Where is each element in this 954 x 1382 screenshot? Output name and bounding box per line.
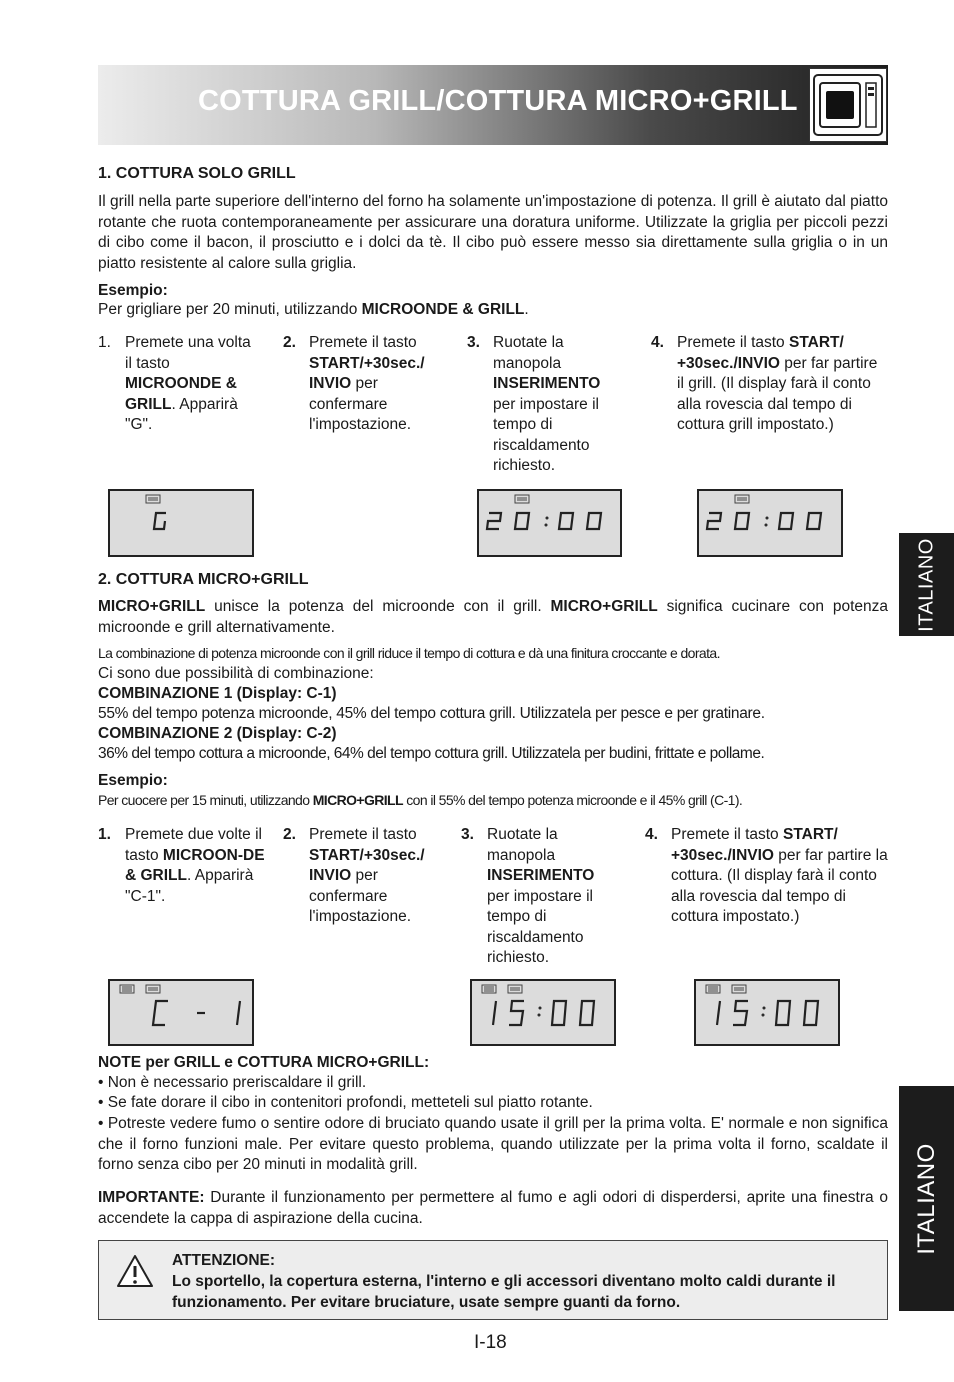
display-20-00-b <box>697 489 843 557</box>
note-item: • Potreste vedere fumo o sentire odore di bruciato quando usate il grill per la prima volta. E' normale e non significa che il forno funzioni male. Per evitare questo problema, quando utilizzate per la prima volta il forno, scaldate il forno senza cibo per 20 minuti in modalità grill. <box>98 1115 888 1173</box>
microwave-indicator-icon <box>120 985 134 993</box>
combo1-title: COMBINAZIONE 1 (Display: C-1) <box>98 685 337 702</box>
microwave-icon <box>809 68 887 142</box>
grill-indicator-icon <box>732 985 746 993</box>
display-g <box>108 489 254 557</box>
section2-step-1: 1. Premete due volte il tasto MICROON-DE & GRILL. Apparirà "C-1". <box>98 826 265 905</box>
section2-title: 2. COTTURA MICRO+GRILL <box>98 571 309 588</box>
section1-title: 1. COTTURA SOLO GRILL <box>98 165 296 182</box>
combo1-text: 55% del tempo potenza microonde, 45% del tempo cottura grill. Utilizzatela per pesce e per gratinare. <box>98 705 765 722</box>
combo2-title: COMBINAZIONE 2 (Display: C-2) <box>98 725 337 742</box>
notes-title: NOTE per GRILL e COTTURA MICRO+GRILL: <box>98 1054 430 1071</box>
combo2-text: 36% del tempo cottura a microonde, 64% del tempo cottura grill. Utilizzatela per budini, frittate e pollame. <box>98 745 765 762</box>
display-20-00-a <box>477 489 622 557</box>
grill-indicator-icon <box>146 495 160 503</box>
note-item: • Non è necessario preriscaldare il grill. <box>98 1074 367 1091</box>
important-note: IMPORTANTE: Durante il funzionamento per permettere al fumo e agli odori di disperdersi, aprite una finestra o accendete la cappa di aspirazione della cucina. <box>98 1189 888 1227</box>
section2-example-label: Esempio: <box>98 772 168 789</box>
note-item: • Se fate dorare il cibo in contenitori profondi, metteteli sul piatto rotante. <box>98 1094 593 1111</box>
grill-indicator-icon <box>146 985 160 993</box>
microwave-indicator-icon <box>706 985 720 993</box>
display-15-00-a <box>470 979 616 1046</box>
section1-step-4: 4. Premete il tasto START/ +30sec./INVIO per far partire il grill. (Il display farà il conto alla rovescia dal tempo di cottura grill impostato.) <box>651 334 878 433</box>
grill-indicator-icon <box>508 985 522 993</box>
section1-step-3: 3. Ruotate la manopola INSERIMENTO per impostare il tempo di riscaldamento richiesto. <box>467 334 601 474</box>
section2-step-2: 2. Premete il tasto START/+30sec./ INVIO per confermare l'impostazione. <box>283 826 425 925</box>
section2-step-4: 4. Premete il tasto START/ +30sec./INVIO per far partire la cottura. (Il display farà il conto alla rovescia dal tempo di cottura impostato.) <box>645 826 888 925</box>
section1-step-2: 2. Premete il tasto START/+30sec./ INVIO per confermare l'impostazione. <box>283 334 425 433</box>
warning-text: Lo sportello, la copertura esterna, l'interno e gli accessori diventano molto caldi durante il funzionamento. Per evitare bruciature, usate sempre guanti da forno. <box>172 1273 836 1311</box>
warning-box <box>98 1240 888 1320</box>
section1-example-text: Per grigliare per 20 minuti, utilizzando MICROONDE & GRILL. <box>98 301 529 318</box>
section1-step-1: 1. Premete una volta il tasto MICROONDE & GRILL. Apparirà "G". <box>98 334 251 433</box>
language-tab-italiano: ITALIANO <box>899 1086 954 1311</box>
page-number: I-18 <box>474 1332 507 1353</box>
grill-indicator-icon <box>735 495 749 503</box>
display-c-1 <box>108 979 254 1046</box>
combo-note: La combinazione di potenza microonde con il grill riduce il tempo di cottura e dà una finitura croccante e dorata. <box>98 645 720 661</box>
language-tab-italiano: ITALIANO <box>899 533 954 636</box>
section1-intro: Il grill nella parte superiore dell'interno del forno ha solamente un'impostazione di potenza. Il grill è aiutato dal piatto rotante che ruota contemporaneamente per assicurare una doratura uniforme. Utilizzate la griglia per piccoli pezzi di cibo come il bacon, il prosciutto e i dolci da tè. Il cibo può essere messo sia direttamente sulla griglia o in un piatto resistente al calore sulla griglia. <box>98 193 889 272</box>
warning-title: ATTENZIONE: <box>172 1252 276 1269</box>
page-title: COTTURA GRILL/COTTURA MICRO+GRILL <box>198 85 798 117</box>
grill-indicator-icon <box>515 495 529 503</box>
section2-example-text: Per cuocere per 15 minuti, utilizzando MICRO+GRILL con il 55% del tempo potenza microonde e il 45% grill (C-1). <box>98 792 743 808</box>
display-15-00-b <box>694 979 840 1046</box>
two-options: Ci sono due possibilità di combinazione: <box>98 665 374 682</box>
microwave-indicator-icon <box>482 985 496 993</box>
section2-intro: MICRO+GRILL unisce la potenza del microonde con il grill. MICRO+GRILL significa cucinare con potenza microonde e grill alternativamente. <box>98 598 888 636</box>
warning-triangle-icon <box>115 1253 155 1289</box>
section2-step-3: 3. Ruotate la manopola INSERIMENTO per impostare il tempo di riscaldamento richiesto. <box>461 826 595 966</box>
section1-example-label: Esempio: <box>98 282 168 299</box>
